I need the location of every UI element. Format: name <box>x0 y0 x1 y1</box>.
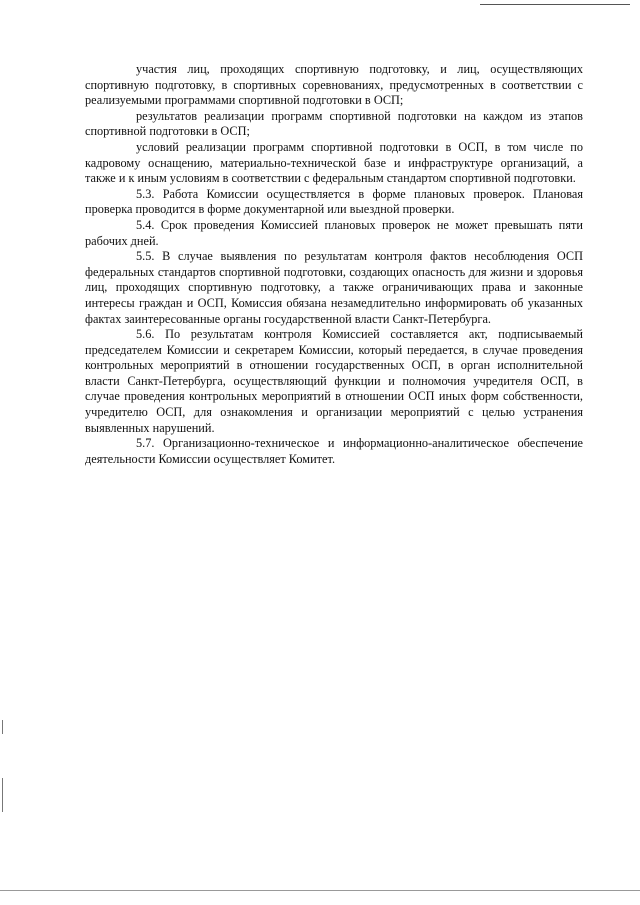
paragraph-conditions: условий реализации программ спортивной подготовки в ОСП, в том числе по кадровому оснащению, материально-технической базе и инфраструктуре организаций, а также и к иным условиям в соответствии с федеральным стандартом спортивной подготовки. <box>85 139 583 186</box>
scan-left-mark <box>2 778 3 812</box>
paragraph-results: результатов реализации программ спортивной подготовки на каждом из этапов спортивной подготовки в ОСП; <box>85 108 583 139</box>
document-body <box>85 62 583 467</box>
scan-top-line <box>480 4 630 5</box>
paragraph-5-7: 5.7. Организационно-техническое и информационно-аналитическое обеспечение деятельности Комиссии осуществляет Комитет. <box>85 436 583 466</box>
scan-bottom-line <box>0 890 640 891</box>
paragraph-5-3: 5.3. Работа Комиссии осуществляется в форме плановых проверок. Плановая проверка проводится в форме документарной или выездной проверки. <box>85 186 583 217</box>
paragraph-5-6: 5.6. По результатам контроля Комиссией составляется акт, подписываемый председателем Комиссии и секретарем Комиссии, который передается, в случае проведения контрольных мероприятий в отношении государственных ОСП, в орган исполнительной власти Санкт-Петербурга, осуществляющий функции и полномочия учредителя ОСП, в случае проведения контрольных мероприятий в отношении ОСП иных форм собственности, учредителю ОСП, для ознакомления и организации мероприятий с целью устранения выявленных нарушений. <box>85 327 583 435</box>
paragraph-participation: участия лиц, проходящих спортивную подготовку, и лиц, осуществляющих спортивную подготовку, в спортивных соревнованиях, предусмотренных в соответствии с реализуемыми программами спортивной подготовки в ОСП; <box>85 62 583 108</box>
paragraph-5-5: 5.5. В случае выявления по результатам контроля фактов несоблюдения ОСП федеральных стандартов спортивной подготовки, создающих опасность для жизни и здоровья лиц, проходящих спортивную подготовку, а также ограничивающих права и законные интересы граждан и ОСП, Комиссия обязана незамедлительно информировать об указанных фактах заинтересованные органы государственной власти Санкт-Петербурга. <box>85 249 583 326</box>
scan-left-mark <box>2 720 3 734</box>
paragraph-5-4: 5.4. Срок проведения Комиссией плановых проверок не может превышать пяти рабочих дней. <box>85 217 583 248</box>
